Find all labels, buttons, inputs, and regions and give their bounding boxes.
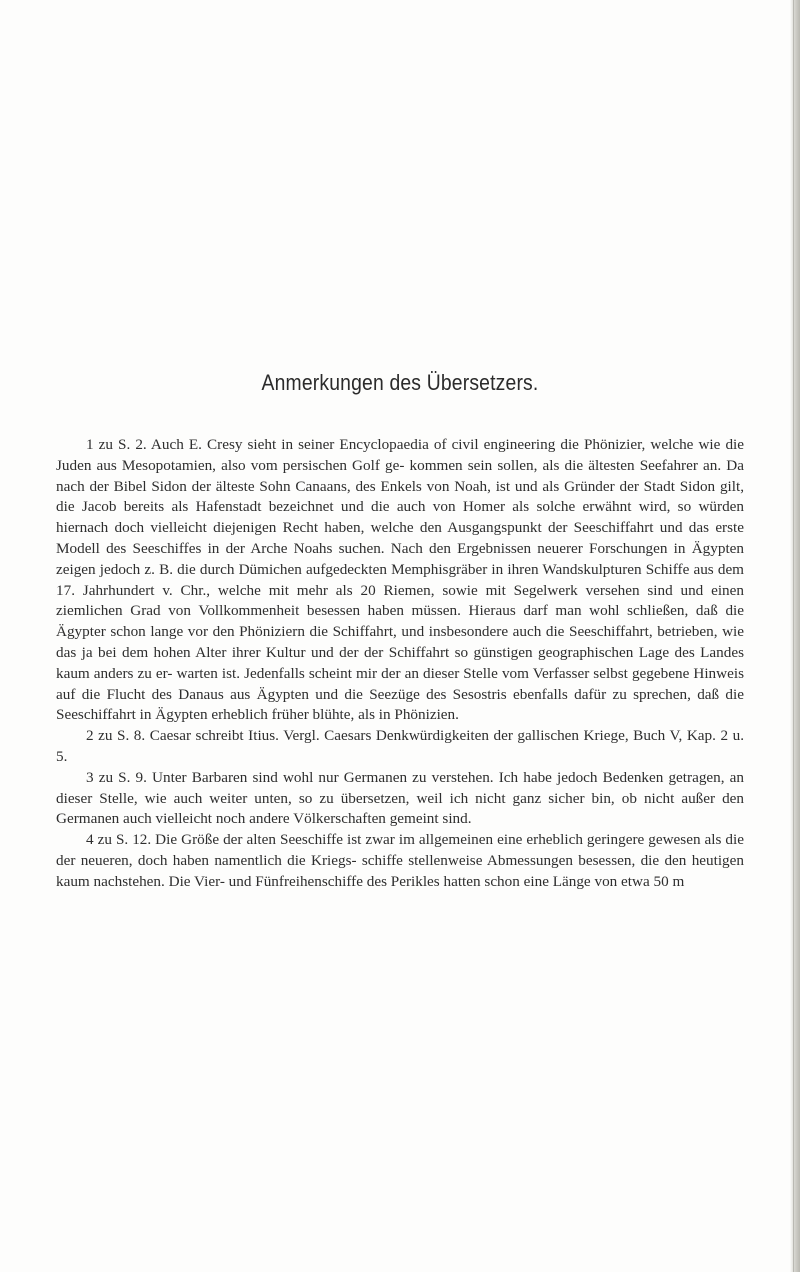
notes-body — [56, 435, 744, 893]
page-heading: Anmerkungen des Übersetzers. — [261, 370, 539, 395]
note-4: 4 zu S. 12. Die Größe der alten Seeschiffe ist zwar im allgemeinen eine erheblich geringere gewesen als die der neueren, doch haben namentlich die Kriegs- schiffe stellenweise Abmessungen besessen, die den heutigen kaum nachstehen. Die Vier- und Fünfreihenschiffe des Perikles hatten schon eine Länge von etwa 50 m — [56, 831, 744, 890]
page-edge-shadow — [790, 0, 800, 1272]
note-3: 3 zu S. 9. Unter Barbaren sind wohl nur Germanen zu verstehen. Ich habe jedoch Bedenken getragen, an dieser Stelle, wie auch weiter unten, so zu übersetzen, weil ich nicht ganz sicher bin, ob nicht außer den Germanen auch vielleicht noch andere Völkerschaften gemeint sind. — [56, 768, 744, 828]
page-edge-line — [793, 0, 794, 1272]
note-2: 2 zu S. 8. Caesar schreibt Itius. Vergl. Caesars Denkwürdigkeiten der gallischen Kriege, Buch V, Kap. 2 u. 5. — [56, 727, 744, 765]
note-1: 1 zu S. 2. Auch E. Cresy sieht in seiner Encyclopaedia of civil engineering die Phönizier, welche wie die Juden aus Mesopotamien, also vom persischen Golf ge- kommen sein sollen, als die ältesten Seefahrer an. Da nach der Bibel Sidon der älteste Sohn Canaans, des Enkels von Noah, ist und als Gründer der Stadt Sidon gilt, die Jacob bereits als Hafenstadt bezeichnet und die auch von Homer als solche erwähnt wird, so würden hiernach doch vielleicht diejenigen Recht haben, welche den Ausgangspunkt der Seeschiffahrt und das erste Modell des Seeschiffes in der Arche Noahs suchen. Nach den Ergebnissen neuerer Forschungen in Ägypten zeigen jedoch z. B. die durch Dümichen aufgedeckten Memphisgräber in ihren Wandskulpturen Schiffe aus dem 17. Jahrhundert v. Chr., welche mit mehr als 20 Riemen, sowie mit Segelwerk versehen sind und einen ziemlichen Grad von Vollkommenheit besessen haben müssen. Hieraus darf man wohl schließen, daß die Ägypter schon lange vor den Phöniziern die Schiffahrt, und insbesondere auch die Seeschiffahrt, betrieben, wie das ja bei dem hohen Alter ihrer Kultur und der der Schiffahrt so günstigen geographischen Lage des Landes kaum anders zu er- warten ist. Jedenfalls scheint mir der an dieser Stelle vom Verfasser selbst gegebene Hinweis auf die Flucht des Danaus aus Ägypten und die Seezüge des Sesostris ebenfalls dafür zu sprechen, daß die Seeschiffahrt in Ägypten erheblich früher blühte, als in Phönizien. — [56, 436, 744, 724]
